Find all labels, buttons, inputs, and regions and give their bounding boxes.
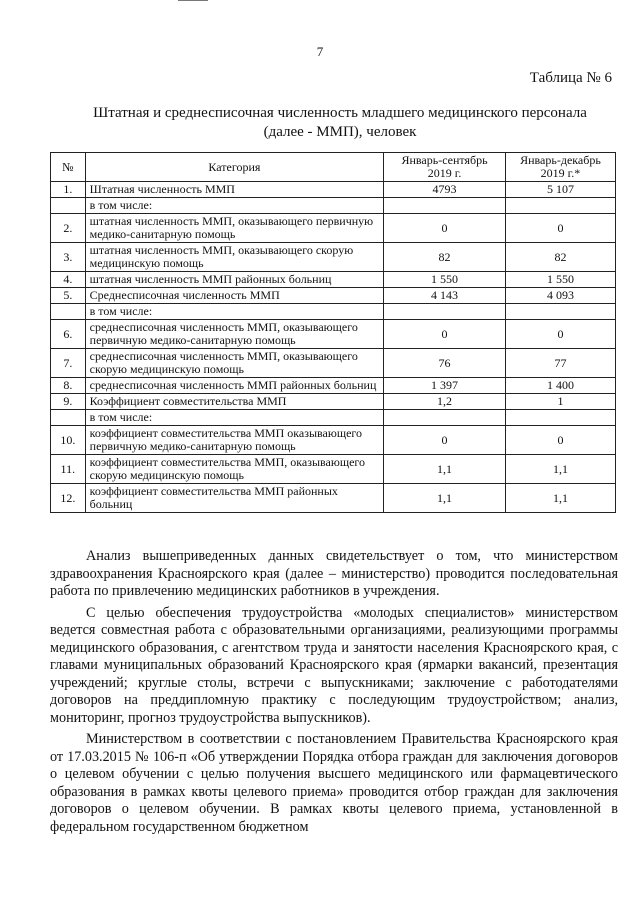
row-value-jan-dec: 0: [505, 214, 615, 243]
row-value-jan-sep: 4793: [384, 182, 506, 198]
paragraph: С целью обеспечения трудоустройства «молодых специалистов» министерством ведется совместная работа с образовательными организациями, реализующими программы медицинского образования, с агентством труда и занятости населения Красноярского края, с главами муниципальных образований Красноярского края (ярмарки вакансий, презентация учреждений; круглые столы, встречи с выпускниками; заключение с работодателями договоров на преддипломную практику с последующим трудоустройством; анализ, мониторинг, прогноз трудоустройства выпускников).: [50, 604, 618, 726]
row-value-jan-sep: 82: [384, 243, 506, 272]
row-number: 3.: [51, 243, 86, 272]
row-value-jan-dec: 1 400: [505, 378, 615, 394]
paragraph: Анализ вышеприведенных данных свидетельствует о том, что министерством здравоохранения Красноярского края (далее – министерство) проводится последовательная работа по привлечению медицинских работников в учреждения.: [50, 548, 618, 599]
row-value-jan-sep: 1 550: [384, 272, 506, 288]
table-row: [51, 288, 616, 304]
row-value-jan-sep: 1 397: [384, 378, 506, 394]
staffing-table: [50, 152, 616, 513]
table-row: [51, 214, 616, 243]
row-value-jan-dec: [505, 198, 615, 214]
row-number: [51, 304, 86, 320]
row-number: 2.: [51, 214, 86, 243]
row-category: в том числе:: [85, 198, 384, 214]
row-number: 6.: [51, 320, 86, 349]
row-category: коэффициент совместительства ММП, оказывающего скорую медицинскую помощь: [85, 455, 384, 484]
table-row: [51, 272, 616, 288]
table-row: [51, 243, 616, 272]
scan-mark: [178, 0, 208, 1]
table-row: [51, 304, 616, 320]
row-value-jan-sep: 1,2: [384, 394, 506, 410]
table-title: Штатная и среднесписочная численность младшего медицинского персонала (далее - ММП), человек: [93, 105, 587, 140]
row-value-jan-sep: [384, 198, 506, 214]
row-value-jan-sep: 4 143: [384, 288, 506, 304]
row-value-jan-sep: 0: [384, 320, 506, 349]
row-value-jan-dec: 4 093: [505, 288, 615, 304]
row-number: 9.: [51, 394, 86, 410]
table-row: [51, 394, 616, 410]
table-row: [51, 320, 616, 349]
row-category: Среднесписочная численность ММП: [85, 288, 384, 304]
table-header: [51, 153, 616, 182]
paragraph: Министерством в соответствии с постановлением Правительства Красноярского края от 17.03.2015 № 106-п «Об утверждении Порядка отбора граждан для заключения договоров о целевом обучении с целью получения высшего медицинского или фармацевтического образования в рамках квоты целевого приема» проводится отбор граждан для заключения договоров о целевом обучении. В рамках квоты целевого приема, установленной в федеральном государственном бюджетном: [50, 731, 618, 835]
header-jan-sep: Январь-сентябрь 2019 г.: [384, 153, 506, 182]
row-value-jan-dec: 77: [505, 349, 615, 378]
row-value-jan-dec: [505, 410, 615, 426]
table-body: [51, 182, 616, 513]
row-category: Штатная численность ММП: [85, 182, 384, 198]
row-value-jan-sep: 0: [384, 214, 506, 243]
row-category: коэффициент совместительства ММП оказывающего первичную медико-санитарную помощь: [85, 426, 384, 455]
row-number: [51, 410, 86, 426]
table-row: [51, 349, 616, 378]
row-category: в том числе:: [85, 410, 384, 426]
row-category: коэффициент совместительства ММП районных больниц: [85, 484, 384, 513]
header-jan-dec: Январь-декабрь 2019 г.*: [505, 153, 615, 182]
body-text: [50, 548, 618, 840]
row-category: среднесписочная численность ММП, оказывающего скорую медицинскую помощь: [85, 349, 384, 378]
header-category: Категория: [85, 153, 384, 182]
row-value-jan-sep: [384, 304, 506, 320]
row-value-jan-dec: 5 107: [505, 182, 615, 198]
row-category: в том числе:: [85, 304, 384, 320]
row-category: среднесписочная численность ММП, оказывающего первичную медико-санитарную помощь: [85, 320, 384, 349]
table-row: [51, 484, 616, 513]
table-row: [51, 378, 616, 394]
row-number: 10.: [51, 426, 86, 455]
table-row: [51, 198, 616, 214]
table-label: Таблица № 6: [529, 70, 612, 86]
page-number: 7: [316, 44, 324, 59]
row-value-jan-dec: 0: [505, 320, 615, 349]
row-category: штатная численность ММП, оказывающего первичную медико-санитарную помощь: [85, 214, 384, 243]
row-number: 12.: [51, 484, 86, 513]
row-number: [51, 198, 86, 214]
row-value-jan-dec: 1: [505, 394, 615, 410]
table-row: [51, 426, 616, 455]
row-number: 5.: [51, 288, 86, 304]
row-value-jan-dec: 1 550: [505, 272, 615, 288]
row-number: 1.: [51, 182, 86, 198]
table-row: [51, 182, 616, 198]
row-value-jan-sep: 1,1: [384, 484, 506, 513]
table-row: [51, 410, 616, 426]
row-number: 11.: [51, 455, 86, 484]
row-number: 4.: [51, 272, 86, 288]
row-number: 8.: [51, 378, 86, 394]
row-category: среднесписочная численность ММП районных больниц: [85, 378, 384, 394]
row-value-jan-sep: 1,1: [384, 455, 506, 484]
header-row: [51, 153, 616, 182]
header-number: №: [51, 153, 86, 182]
row-value-jan-dec: 1,1: [505, 484, 615, 513]
table-row: [51, 455, 616, 484]
row-category: штатная численность ММП районных больниц: [85, 272, 384, 288]
row-value-jan-dec: 1,1: [505, 455, 615, 484]
row-value-jan-dec: 0: [505, 426, 615, 455]
row-value-jan-sep: 76: [384, 349, 506, 378]
row-value-jan-sep: 0: [384, 426, 506, 455]
row-value-jan-sep: [384, 410, 506, 426]
row-value-jan-dec: [505, 304, 615, 320]
row-category: штатная численность ММП, оказывающего скорую медицинскую помощь: [85, 243, 384, 272]
row-category: Коэффициент совместительства ММП: [85, 394, 384, 410]
row-number: 7.: [51, 349, 86, 378]
row-value-jan-dec: 82: [505, 243, 615, 272]
